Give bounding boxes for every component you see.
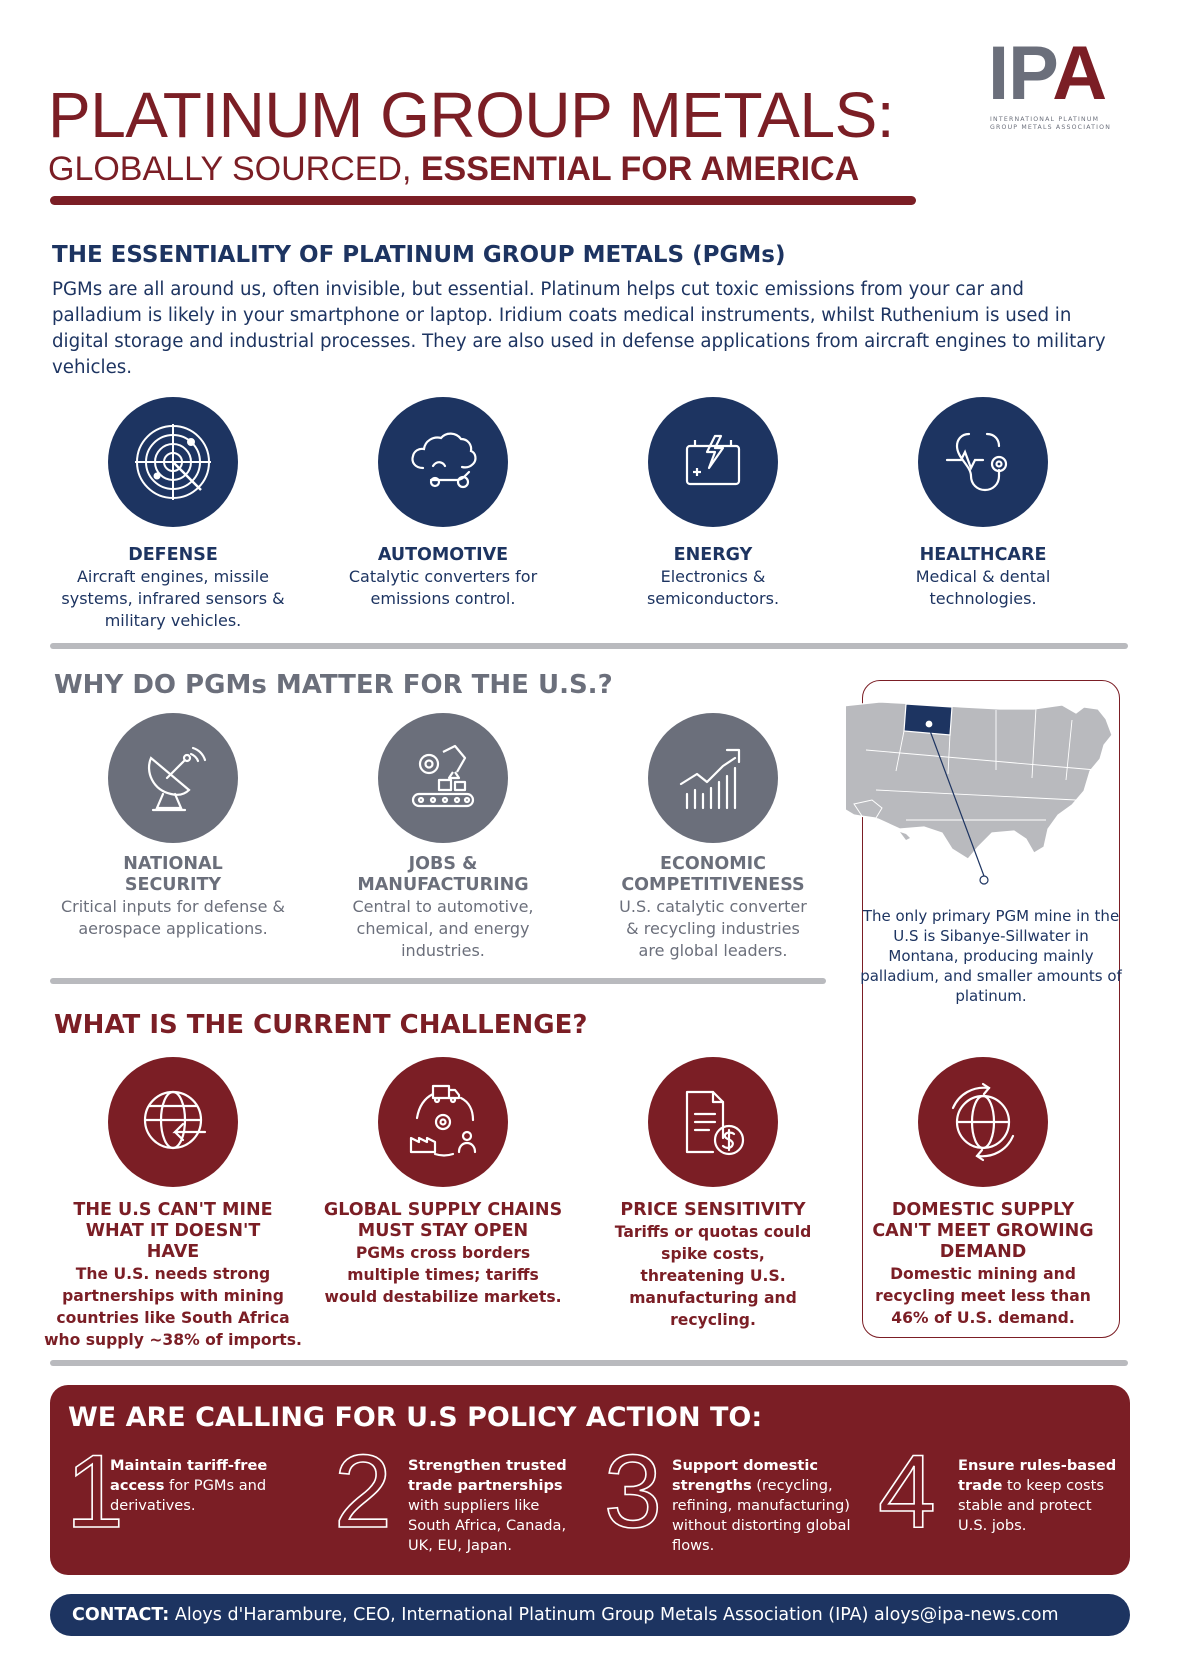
healthcare-label <box>853 545 1113 610</box>
national-security-label <box>43 854 303 940</box>
supply-chains-desc: PGMs cross borders multiple times; tariffs would destabilize markets. <box>324 1244 562 1306</box>
globe-cycle-icon <box>918 1057 1048 1187</box>
why-heading: WHY DO PGMs MATTER FOR THE U.S.? <box>54 670 613 700</box>
cant-mine-label <box>43 1200 303 1351</box>
economic-competitiveness-label <box>583 854 843 962</box>
jobs-manufacturing-desc: Central to automotive, chemical, and energy industries. <box>352 897 534 960</box>
policy-number-4: 4 <box>878 1434 936 1550</box>
automotive-title: AUTOMOTIVE <box>377 545 509 565</box>
subtitle-part-1: GLOBALLY SOURCED, <box>48 150 421 188</box>
policy-item-4 <box>958 1456 1118 1536</box>
energy-label <box>583 545 843 610</box>
page-title: PLATINUM GROUP METALS: <box>48 79 895 151</box>
policy-number-3: 3 <box>604 1434 662 1550</box>
policy-item-3-text: (recycling, refining, manufacturing) without distorting global flows. <box>672 1477 851 1554</box>
logo-letter-a: A <box>1052 31 1107 116</box>
domestic-supply-desc: Domestic mining and recycling meet less than 46% of U.S. demand. <box>875 1265 1091 1327</box>
economic-competitiveness-desc: U.S. catalytic converter & recycling industries are global leaders. <box>619 897 807 960</box>
stethoscope-icon <box>918 397 1048 527</box>
policy-number-2: 2 <box>334 1434 392 1550</box>
policy-item-1-text: for PGMs and derivatives. <box>110 1477 267 1514</box>
logo-letter-p: P <box>1008 31 1053 116</box>
ipa-logo <box>988 31 1123 136</box>
defense-title: DEFENSE <box>128 545 218 565</box>
defense-desc: Aircraft engines, missile systems, infrared sensors & military vehicles. <box>61 567 285 630</box>
cant-mine-title: THE U.S CAN'T MINE WHAT IT DOESN'T HAVE <box>73 1200 273 1262</box>
policy-item-3 <box>672 1456 862 1556</box>
policy-item-3-bold: Support domestic strengths <box>672 1457 818 1494</box>
cant-mine-desc: The U.S. needs strong partnerships with mining countries like South Africa who supply ~38% of imports. <box>44 1265 302 1349</box>
supply-chains-label <box>313 1200 573 1308</box>
logo-subtitle: INTERNATIONAL PLATINUM GROUP METALS ASSOCIATION <box>990 116 1112 131</box>
economic-competitiveness-title: ECONOMIC COMPETITIVENESS <box>621 854 805 895</box>
policy-item-2 <box>408 1456 578 1556</box>
montana-mine-note: The only primary PGM mine in the U.S is Sibanye-Sillwater in Montana, producing mainly palladium, and smaller amounts of platinum. <box>860 907 1122 1005</box>
policy-item-1 <box>110 1456 320 1516</box>
supply-chains-title: GLOBAL SUPPLY CHAINS MUST STAY OPEN <box>323 1200 563 1241</box>
energy-desc: Electronics & semiconductors. <box>646 567 780 608</box>
price-sensitivity-title: PRICE SENSITIVITY <box>620 1200 806 1220</box>
robot-arm-icon <box>378 713 508 843</box>
defense-label <box>43 545 303 632</box>
contact-label: CONTACT: <box>72 1605 170 1625</box>
policy-item-2-bold: Strengthen trusted trade partnerships <box>408 1457 567 1494</box>
radar-icon <box>108 397 238 527</box>
supply-chain-icon <box>378 1057 508 1187</box>
contact-details[interactable]: Aloys d'Harambure, CEO, International Platinum Group Metals Association (IPA) aloys@ipa-news.com <box>169 1605 1059 1625</box>
logo-letter-i: I <box>988 31 1009 116</box>
jobs-manufacturing-title: JOBS & MANUFACTURING <box>357 854 529 895</box>
essentiality-heading: THE ESSENTIALITY OF PLATINUM GROUP METALS (PGMs) <box>52 242 786 268</box>
price-sensitivity-label <box>583 1200 843 1331</box>
automotive-desc: Catalytic converters for emissions control. <box>348 567 538 608</box>
essentiality-body: PGMs are all around us, often invisible, but essential. Platinum helps cut toxic emissions from your car and palladium is likely in your smartphone or laptop. Iridium coats medical instruments, whilst Ruthenium is used in digital storage and industrial processes. They are also used in defense applications from aircraft engines to military vehicles. <box>52 279 1106 378</box>
us-map <box>846 680 1136 910</box>
domestic-supply-label <box>858 1200 1108 1329</box>
policy-item-4-text: to keep costs stable and protect U.S. jobs. <box>958 1477 1104 1534</box>
national-security-desc: Critical inputs for defense & aerospace applications. <box>60 897 286 938</box>
healthcare-desc: Medical & dental technologies. <box>915 567 1051 608</box>
challenge-heading: WHAT IS THE CURRENT CHALLENGE? <box>54 1010 588 1040</box>
section-divider-1 <box>50 643 1128 649</box>
growth-chart-icon <box>648 713 778 843</box>
contact-text[interactable] <box>72 1604 1059 1626</box>
healthcare-title: HEALTHCARE <box>919 545 1047 565</box>
price-sensitivity-desc: Tariffs or quotas could spike costs, threatening U.S. manufacturing and recycling. <box>614 1223 812 1329</box>
jobs-manufacturing-label <box>313 854 573 962</box>
battery-icon <box>648 397 778 527</box>
policy-number-1: 1 <box>66 1434 124 1550</box>
section-divider-2 <box>50 978 826 984</box>
energy-title: ENERGY <box>673 545 753 565</box>
title-underline <box>50 196 916 205</box>
policy-item-1-bold: Maintain tariff-free access <box>110 1457 268 1494</box>
satellite-dish-icon <box>108 713 238 843</box>
subtitle-part-2: ESSENTIAL FOR AMERICA <box>420 150 860 188</box>
globe-arrow-icon <box>108 1057 238 1187</box>
policy-item-4-bold: Ensure rules-based trade <box>958 1457 1117 1494</box>
domestic-supply-title: DOMESTIC SUPPLY CAN'T MEET GROWING DEMAND <box>872 1200 1094 1262</box>
national-security-title: NATIONAL SECURITY <box>123 854 223 895</box>
invoice-dollar-icon <box>648 1057 778 1187</box>
emissions-car-icon <box>378 397 508 527</box>
page-subtitle <box>48 150 859 188</box>
automotive-label <box>313 545 573 610</box>
section-divider-3 <box>50 1360 1128 1366</box>
policy-heading: WE ARE CALLING FOR U.S POLICY ACTION TO: <box>68 1402 763 1433</box>
policy-item-2-text: with suppliers like South Africa, Canada, UK, EU, Japan. <box>408 1497 567 1554</box>
